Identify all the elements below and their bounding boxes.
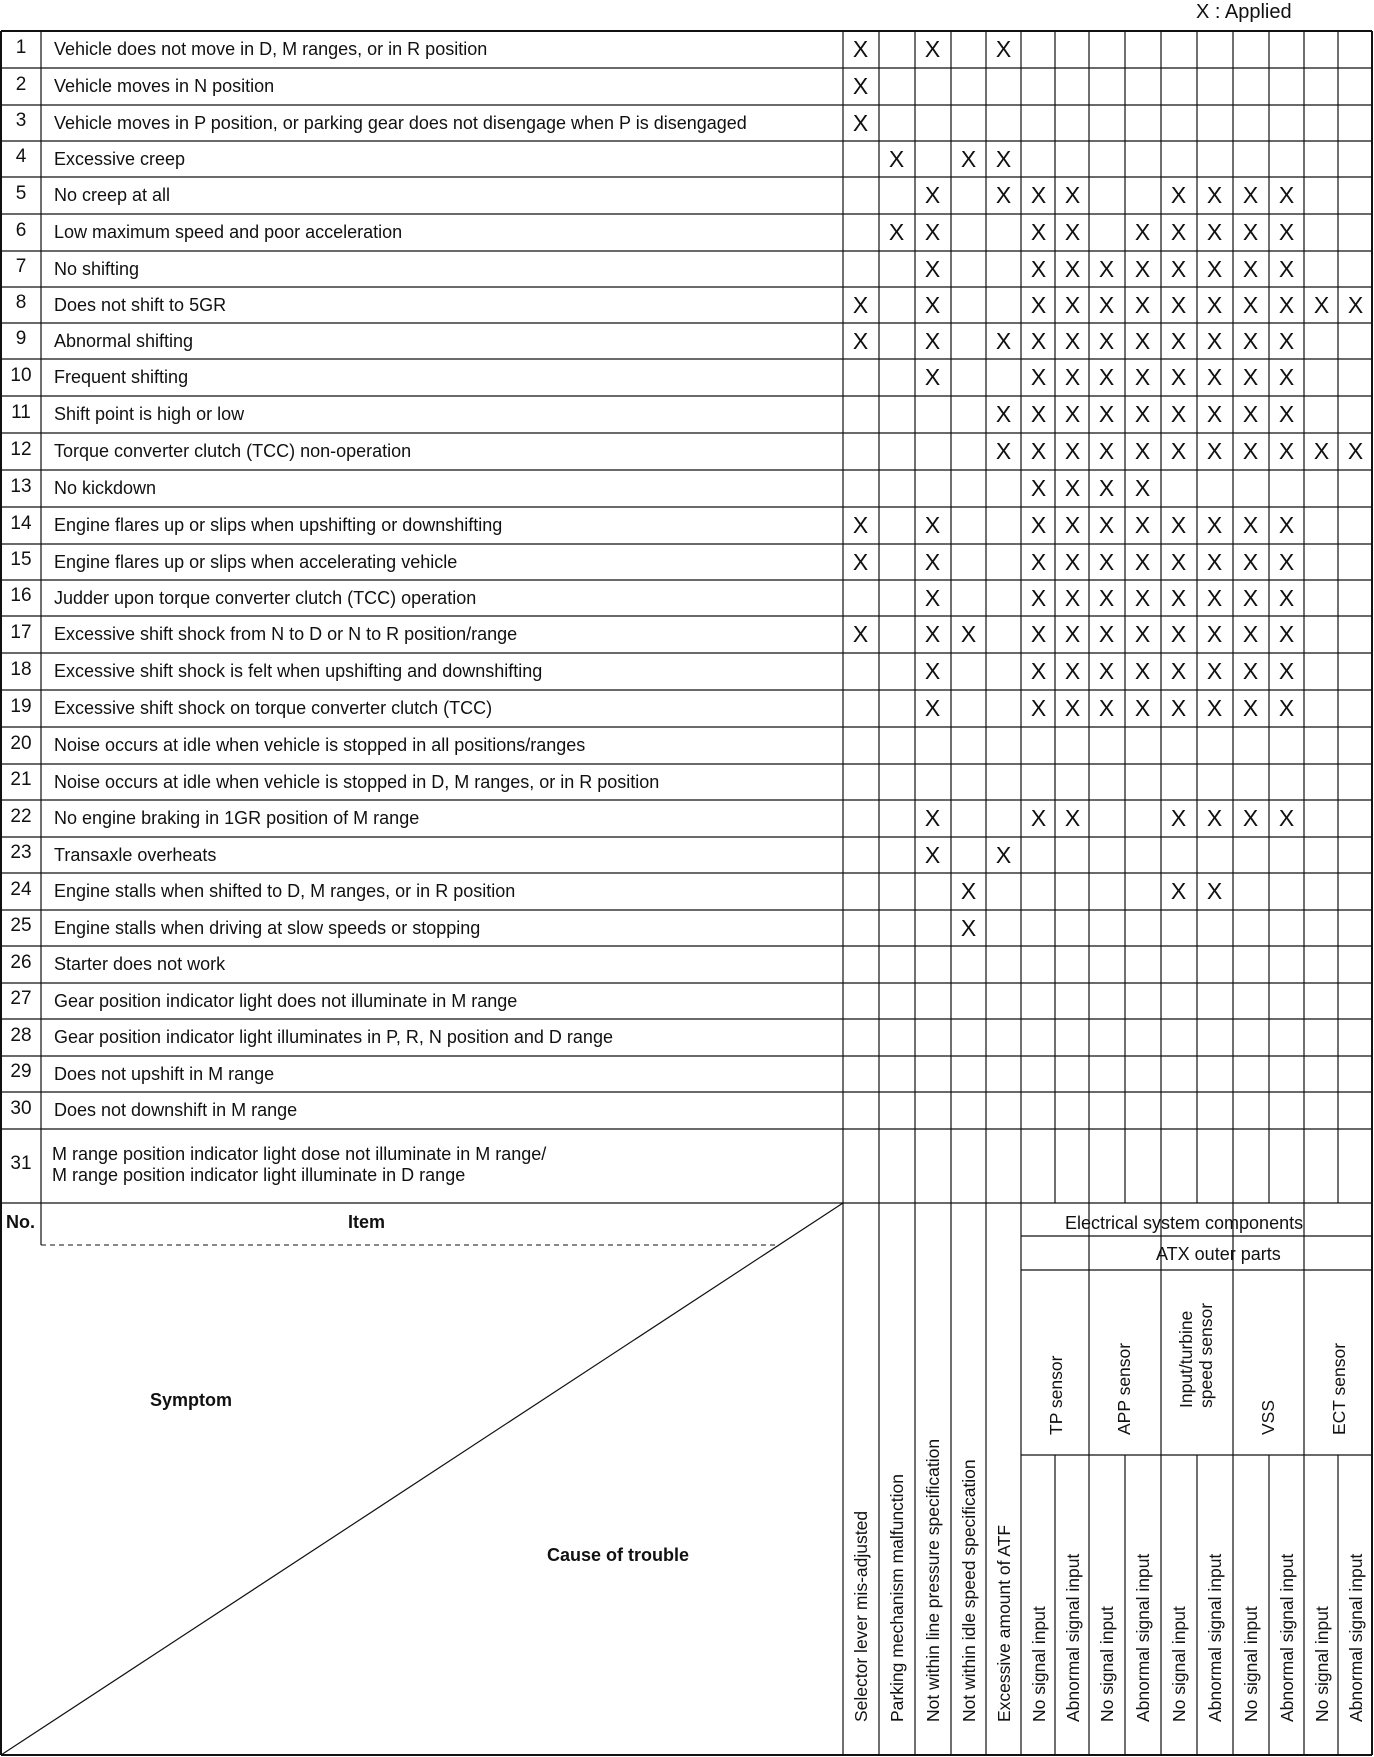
applied-mark: X [1098,401,1115,427]
applied-mark: X [1242,621,1259,647]
applied-mark: X [1170,805,1187,831]
row-number: 4 [15,146,27,167]
cause-column-header: Excessive amount of ATF [994,1524,1014,1722]
symptom-text: Vehicle moves in P position, or parking gear does not disengage when P is disengaged [54,112,747,133]
applied-mark: X [1134,621,1151,647]
symptom-text: No creep at all [54,185,171,205]
sensor-group-header: ECT sensor [1329,1342,1349,1435]
applied-mark: X [1030,621,1047,647]
applied-mark: X [1206,584,1223,611]
symptom-text: M range position indicator light illuminate in D range [52,1165,466,1185]
cause-label: Cause of trouble [547,1545,690,1565]
applied-mark: X [1134,584,1151,611]
signal-input-header: No signal input [1312,1606,1332,1722]
applied-mark: X [852,73,869,99]
cause-column-header: Not within idle speed specification [959,1459,979,1722]
applied-mark: X [1098,584,1115,611]
applied-mark: X [995,401,1012,427]
applied-mark: X [1170,401,1187,427]
applied-mark: X [1278,219,1295,245]
applied-mark: X [1242,438,1259,464]
applied-mark: X [1206,364,1223,390]
applied-mark: X [888,145,905,172]
row-number: 12 [10,438,32,460]
applied-mark: X [924,584,941,611]
applied-mark: X [1170,219,1187,245]
applied-mark: X [995,145,1012,172]
symptom-text: Abnormal shifting [54,330,194,351]
applied-mark: X [852,291,869,318]
symptom-text: Does not downshift in M range [54,1100,298,1120]
row-number: 20 [10,732,32,754]
applied-mark: X [1064,401,1081,427]
applied-mark: X [1098,658,1115,684]
applied-mark: X [1098,364,1115,390]
row-number: 5 [15,182,27,204]
applied-mark: X [924,182,941,208]
sensor-group-header: Input/turbine [1176,1310,1196,1408]
applied-mark: X [1242,255,1259,282]
applied-mark: X [924,805,941,831]
symptom-text: Vehicle moves in N position [54,76,275,96]
applied-mark: X [1206,327,1223,354]
legend-applied: X : Applied [1196,1,1292,23]
applied-mark: X [1134,327,1151,354]
applied-mark: X [1278,805,1295,831]
applied-mark: X [1170,438,1187,464]
applied-mark: X [1098,438,1115,464]
applied-mark: X [852,548,869,575]
applied-mark: X [1278,621,1295,647]
symptom-text: Frequent shifting [54,367,189,387]
symptom-text: No engine braking in 1GR position of M range [54,808,420,828]
applied-mark: X [852,327,869,354]
applied-mark: X [924,658,941,684]
symptom-text: Judder upon torque converter clutch (TCC) operation [54,587,477,608]
applied-mark: X [1098,475,1115,501]
applied-mark: X [1030,182,1047,208]
applied-mark: X [1030,695,1047,721]
row-number: 11 [11,401,31,423]
no-header: No. [6,1212,35,1232]
applied-mark: X [1030,548,1047,575]
row-number: 2 [15,73,27,95]
applied-mark: X [1098,621,1115,647]
applied-mark: X [1064,658,1081,684]
applied-mark: X [852,109,869,136]
applied-mark: X [1170,327,1187,354]
applied-mark: X [1030,291,1047,318]
applied-mark: X [1206,621,1223,647]
signal-input-header: No signal input [1169,1606,1189,1722]
applied-mark: X [995,36,1012,62]
applied-mark: X [1278,255,1295,282]
applied-mark: X [960,878,977,904]
applied-mark: X [1242,182,1259,208]
signal-input-header: Abnormal signal input [1205,1553,1225,1722]
applied-mark: X [1064,364,1081,390]
row-number: 23 [10,842,32,863]
applied-mark: X [1347,438,1364,464]
applied-mark: X [1134,364,1151,390]
sensor-group-header: TP sensor [1046,1355,1066,1435]
cause-column-header: Selector lever mis-adjusted [851,1510,871,1722]
row-number: 14 [10,512,32,534]
applied-mark: X [924,291,941,318]
applied-mark: X [1064,475,1081,501]
row-number: 7 [15,256,27,277]
cause-column-header: Not within line pressure specification [923,1438,943,1722]
row-number: 29 [10,1061,32,1082]
applied-mark: X [1064,438,1081,464]
applied-mark: X [1134,219,1151,245]
applied-mark: X [960,145,977,172]
applied-mark: X [1242,219,1259,245]
applied-mark: X [1134,695,1151,721]
applied-mark: X [924,841,941,868]
row-number: 31 [10,1153,32,1174]
applied-mark: X [1278,438,1295,464]
applied-mark: X [1278,548,1295,575]
applied-mark: X [1134,658,1151,684]
row-number: 15 [10,549,32,570]
sensor-group-header: speed sensor [1196,1302,1216,1408]
symptom-text: Torque converter clutch (TCC) non-operation [54,441,412,461]
symptom-text: Vehicle does not move in D, M ranges, or in R position [54,39,488,59]
row-number: 9 [15,328,27,349]
applied-mark: X [924,36,941,62]
sensor-group-header: APP sensor [1114,1342,1134,1435]
applied-mark: X [924,327,941,354]
electrical-system-header: Electrical system components [1065,1213,1304,1233]
applied-mark: X [1313,291,1330,318]
applied-mark: X [1098,695,1115,721]
row-number: 17 [10,621,32,643]
applied-mark: X [1206,878,1223,904]
signal-input-header: No signal input [1241,1606,1261,1722]
applied-mark: X [1278,695,1295,721]
applied-mark: X [1242,512,1259,538]
signal-input-header: No signal input [1097,1606,1117,1722]
applied-mark: X [1242,364,1259,390]
row-number: 13 [10,475,32,497]
applied-mark: X [1098,512,1115,538]
applied-mark: X [1278,401,1295,427]
applied-mark: X [1030,658,1047,684]
cause-column-header: Parking mechanism malfunction [887,1473,907,1722]
applied-mark: X [1278,327,1295,354]
applied-mark: X [1030,364,1047,390]
applied-mark: X [1206,291,1223,318]
applied-mark: X [1206,438,1223,464]
applied-mark: X [1242,695,1259,721]
applied-mark: X [1170,512,1187,538]
sensor-group-header: VSS [1258,1399,1278,1435]
row-number: 28 [10,1024,32,1046]
applied-mark: X [1242,401,1259,427]
applied-mark: X [1134,291,1151,318]
applied-mark: X [1313,438,1330,464]
applied-mark: X [995,841,1012,868]
applied-mark: X [1242,327,1259,354]
applied-mark: X [1278,512,1295,538]
applied-mark: X [1098,255,1115,282]
symptom-text: Gear position indicator light does not illuminate in M range [54,990,518,1011]
applied-mark: X [924,364,941,390]
row-number: 10 [10,364,32,386]
symptom-text: Noise occurs at idle when vehicle is stopped in all positions/ranges [54,735,586,755]
row-number: 21 [10,769,32,790]
symptom-label: Symptom [150,1390,233,1410]
applied-mark: X [1030,584,1047,611]
applied-mark: X [924,695,941,721]
applied-mark: X [1064,219,1081,245]
row-number: 18 [10,658,32,680]
applied-mark: X [1278,364,1295,390]
symptom-text: No shifting [54,258,140,279]
applied-mark: X [1278,584,1295,611]
symptom-text: Does not upshift in M range [54,1063,275,1084]
applied-mark: X [960,621,977,647]
applied-mark: X [1206,695,1223,721]
applied-mark: X [1098,548,1115,575]
applied-mark: X [1030,255,1047,282]
applied-mark: X [924,255,941,282]
applied-mark: X [1134,475,1151,501]
applied-mark: X [1030,401,1047,427]
applied-mark: X [1134,548,1151,575]
symptom-text: M range position indicator light dose not illuminate in M range/ [52,1144,547,1164]
applied-mark: X [1098,291,1115,318]
row-number: 16 [10,585,32,606]
applied-mark: X [995,438,1012,464]
applied-mark: X [1030,219,1047,245]
symptom-text: Excessive shift shock from N to D or N to R position/range [54,624,518,644]
applied-mark: X [1170,291,1187,318]
symptom-text: No kickdown [54,478,157,498]
symptom-text: Shift point is high or low [54,404,245,424]
applied-mark: X [1030,512,1047,538]
applied-mark: X [1278,658,1295,684]
signal-input-header: Abnormal signal input [1133,1553,1153,1722]
applied-mark: X [852,512,869,538]
symptom-text: Excessive shift shock is felt when upshifting and downshifting [54,661,543,681]
applied-mark: X [1064,621,1081,647]
signal-input-header: Abnormal signal input [1346,1553,1366,1722]
applied-mark: X [924,621,941,647]
symptom-text: Engine stalls when shifted to D, M ranges, or in R position [54,881,516,901]
applied-mark: X [1064,182,1081,208]
applied-mark: X [1134,401,1151,427]
symptom-text: Engine flares up or slips when accelerating vehicle [54,551,458,572]
row-number: 26 [10,951,32,973]
applied-mark: X [1278,291,1295,318]
applied-mark: X [995,327,1012,354]
row-number: 8 [15,292,27,313]
applied-mark: X [1030,327,1047,354]
symptom-text: Starter does not work [54,954,226,974]
symptom-text: Does not shift to 5GR [54,294,227,315]
applied-mark: X [1242,658,1259,684]
applied-mark: X [1347,291,1364,318]
applied-mark: X [1242,548,1259,575]
applied-mark: X [924,548,941,575]
symptom-text: Transaxle overheats [54,844,217,865]
symptom-text: Excessive shift shock on torque converter clutch (TCC) [54,698,493,718]
applied-mark: X [1030,438,1047,464]
row-number: 30 [10,1097,32,1119]
applied-mark: X [1206,512,1223,538]
signal-input-header: Abnormal signal input [1277,1553,1297,1722]
applied-mark: X [852,36,869,62]
applied-mark: X [1134,512,1151,538]
row-number: 27 [10,988,32,1009]
item-header: Item [348,1212,386,1232]
applied-mark: X [960,914,977,941]
applied-mark: X [1064,327,1081,354]
symptom-text: Noise occurs at idle when vehicle is stopped in D, M ranges, or in R position [54,771,660,792]
applied-mark: X [888,219,905,245]
applied-mark: X [1242,291,1259,318]
applied-mark: X [1064,291,1081,318]
applied-mark: X [1170,584,1187,611]
row-number: 22 [10,805,32,827]
applied-mark: X [1064,255,1081,282]
row-number: 24 [10,878,32,900]
symptom-text: Engine stalls when driving at slow speeds or stopping [54,917,481,938]
applied-mark: X [1098,327,1115,354]
applied-mark: X [924,512,941,538]
symptom-text: Low maximum speed and poor acceleration [54,222,403,242]
signal-input-header: No signal input [1029,1606,1049,1722]
applied-mark: X [1206,219,1223,245]
applied-mark: X [1242,805,1259,831]
applied-mark: X [1134,438,1151,464]
applied-mark: X [1242,584,1259,611]
applied-mark: X [1170,548,1187,575]
applied-mark: X [1206,805,1223,831]
symptom-text: Gear position indicator light illuminates in P, R, N position and D range [54,1027,613,1047]
signal-input-header: Abnormal signal input [1063,1553,1083,1722]
applied-mark: X [1030,475,1047,501]
row-number: 25 [10,915,32,936]
applied-mark: X [1030,805,1047,831]
symptom-text: Engine flares up or slips when upshifting or downshifting [54,515,503,535]
applied-mark: X [1206,401,1223,427]
applied-mark: X [1064,584,1081,611]
applied-mark: X [852,621,869,647]
applied-mark: X [1170,695,1187,721]
applied-mark: X [1064,805,1081,831]
applied-mark: X [995,182,1012,208]
applied-mark: X [1206,255,1223,282]
applied-mark: X [1170,658,1187,684]
applied-mark: X [1064,695,1081,721]
symptom-text: Excessive creep [54,148,186,169]
applied-mark: X [1170,621,1187,647]
applied-mark: X [1134,255,1151,282]
applied-mark: X [1170,182,1187,208]
row-number: 6 [15,219,27,241]
row-number: 19 [10,695,32,717]
applied-mark: X [1064,512,1081,538]
row-number: 3 [15,110,27,131]
applied-mark: X [924,219,941,245]
applied-mark: X [1170,255,1187,282]
applied-mark: X [1206,658,1223,684]
applied-mark: X [1206,182,1223,208]
applied-mark: X [1170,364,1187,390]
applied-mark: X [1170,878,1187,904]
atx-outer-parts-header: ATX outer parts [1156,1244,1281,1264]
applied-mark: X [1278,182,1295,208]
applied-mark: X [1206,548,1223,575]
row-number: 1 [15,36,27,58]
applied-mark: X [1064,548,1081,575]
